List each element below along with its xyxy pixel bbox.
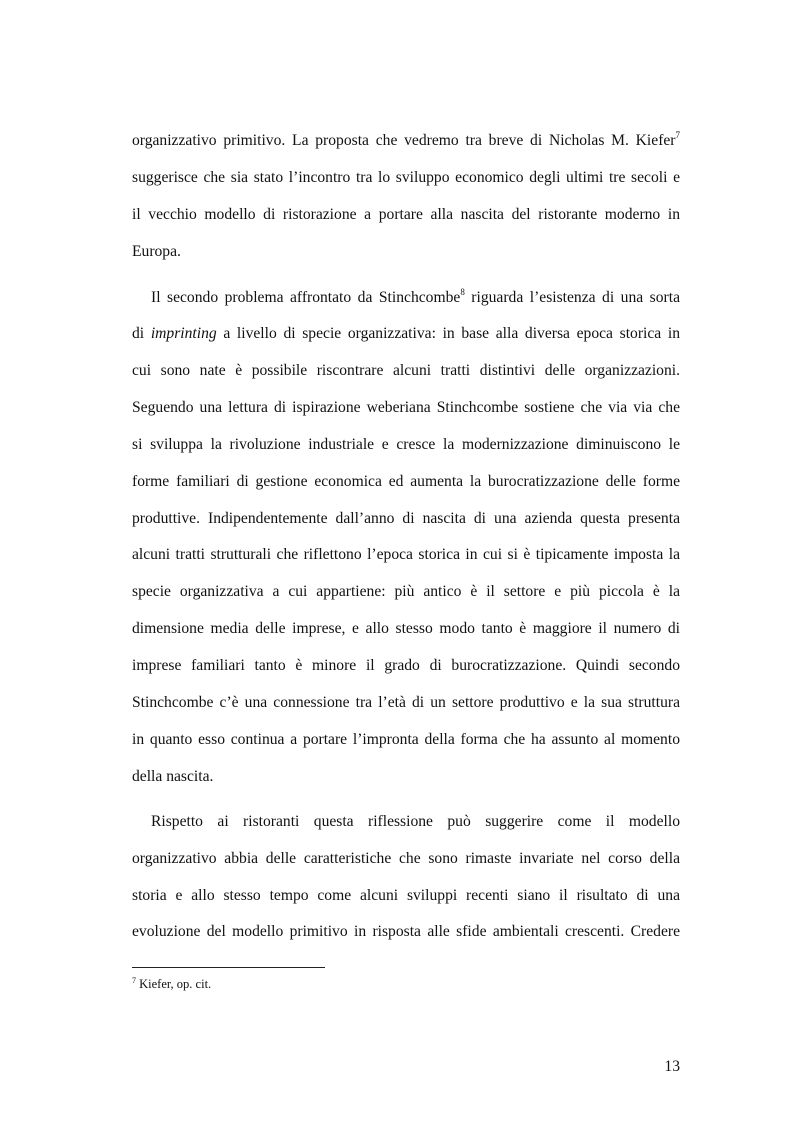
text-line: imprese familiari tanto è minore il grado di burocratizzazione. Quindi secondo xyxy=(132,657,680,674)
text-line: in quanto esso continua a portare l’impronta della forma che ha assunto al momento xyxy=(132,731,680,748)
text-line: si sviluppa la rivoluzione industriale e cresce la modernizzazione diminuiscono le xyxy=(132,436,680,453)
text-line: organizzativo abbia delle caratteristiche che sono rimaste invariate nel corso della xyxy=(132,850,680,867)
page-number: 13 xyxy=(664,1058,680,1075)
text-span: riguarda l’esistenza di una sorta xyxy=(464,289,680,306)
footnote-ref: 7 xyxy=(675,130,680,140)
text-line xyxy=(132,131,680,151)
footnote xyxy=(132,976,211,992)
text-span: a livello di specie organizzativa: in base alla diversa epoca storica in xyxy=(216,325,681,342)
text-line: storia e allo stesso tempo come alcuni sviluppi recenti siano il risultato di una xyxy=(132,887,680,904)
text-line: della nascita. xyxy=(132,768,214,785)
footnote-separator xyxy=(132,967,325,968)
footnote-number: 7 xyxy=(132,976,136,985)
text-line: suggerisce che sia stato l’incontro tra lo sviluppo economico degli ultimi tre secoli e xyxy=(132,169,680,186)
text-span: Il secondo problema affrontato da Stinchcombe xyxy=(151,289,461,306)
text-line: alcuni tratti strutturali che riflettono l’epoca storica in cui si è tipicamente imposta la xyxy=(132,546,680,563)
text-line: Stinchcombe c’è una connessione tra l’età di un settore produttivo e la sua struttura xyxy=(132,694,680,711)
text-line: il vecchio modello di ristorazione a portare alla nascita del ristorante moderno in xyxy=(132,206,680,223)
text-span: organizzativo primitivo. La proposta che vedremo tra breve di Nicholas M. Kiefer xyxy=(132,132,676,149)
text-line xyxy=(151,288,680,308)
text-line: cui sono nate è possibile riscontrare alcuni tratti distintivi delle organizzazioni. xyxy=(132,362,680,379)
text-line: specie organizzativa a cui appartiene: più antico è il settore e più piccola è la xyxy=(132,583,680,600)
footnote-text: Kiefer, op. cit. xyxy=(136,977,212,991)
footnote-ref: 8 xyxy=(460,287,465,297)
text-line xyxy=(132,324,680,344)
text-line: Europa. xyxy=(132,243,181,260)
text-line: Rispetto ai ristoranti questa riflessione può suggerire come il modello xyxy=(151,813,680,830)
text-line: dimensione media delle imprese, e allo stesso modo tanto è maggiore il numero di xyxy=(132,620,680,637)
text-line: Seguendo una lettura di ispirazione weberiana Stinchcombe sostiene che via via che xyxy=(132,399,680,416)
text-line: produttive. Indipendentemente dall’anno di nascita di una azienda questa presenta xyxy=(132,510,680,527)
text-span: di xyxy=(132,325,151,342)
text-line: forme familiari di gestione economica ed aumenta la burocratizzazione delle forme xyxy=(132,473,680,490)
text-line: evoluzione del modello primitivo in risposta alle sfide ambientali crescenti. Credere xyxy=(132,923,680,940)
emphasis-text: imprinting xyxy=(150,325,217,342)
